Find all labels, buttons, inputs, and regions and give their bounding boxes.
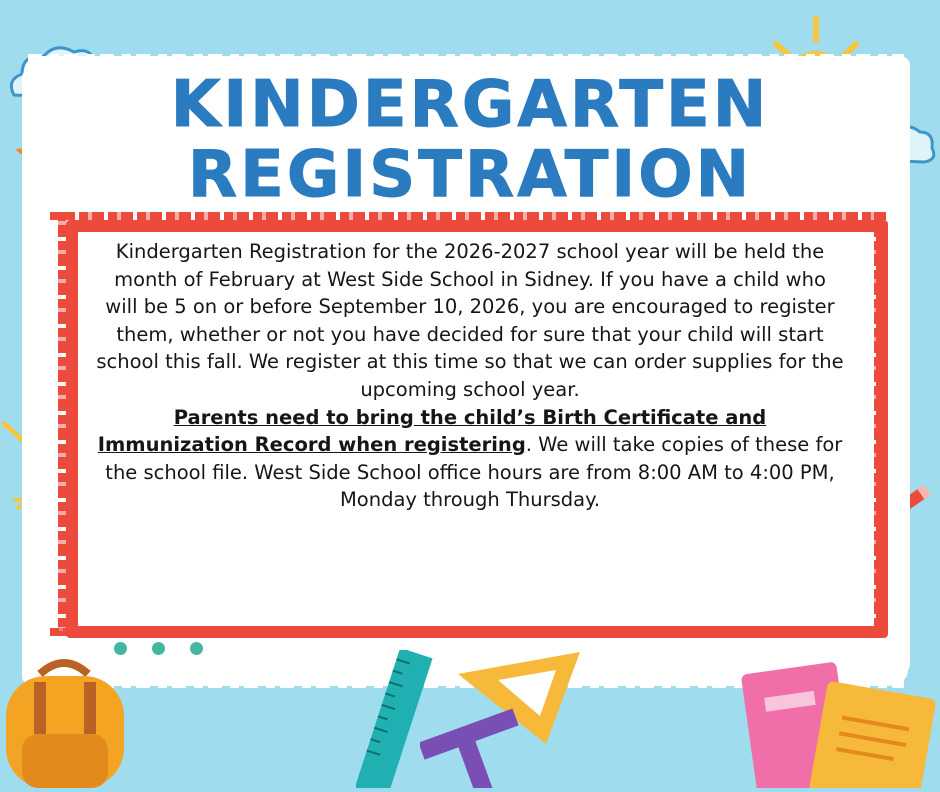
title-line-2: REGISTRATION — [187, 138, 753, 212]
t-square-icon — [420, 708, 540, 788]
red-frame-rough-bottom — [50, 628, 886, 636]
intro-paragraph: Kindergarten Registration for the 2026-2027 school year will be held the month of February at West Side School in Sidney. If you have a child who will be 5 on or before September 10, 2026, you are encouraged to register them, whether or not you have decided for sure that your child will start school this fall. We register at this time so that we can order supplies for the upcoming school year. — [96, 240, 844, 401]
red-frame-rough-left — [58, 212, 66, 636]
backpack-icon — [0, 652, 130, 788]
decor-dot-icon — [152, 642, 165, 655]
red-frame-rough-right — [874, 212, 882, 636]
notebook-icon — [738, 652, 940, 788]
paper-torn-edge-top — [28, 54, 904, 64]
registration-details — [96, 238, 844, 514]
document-requirement: Parents need to bring the child’s Birth Certificate and Immunization Record when registering — [97, 405, 767, 457]
decor-dot-icon — [190, 642, 203, 655]
closing-paragraph: . We will take copies of these for the school file. West Side School office hours are from 8:00 AM to 4:00 PM, Monday through Thursday. — [105, 433, 843, 512]
red-frame-rough-top — [50, 212, 886, 220]
page-title — [60, 70, 880, 210]
title-line-1: KINDERGARTEN — [170, 68, 770, 142]
